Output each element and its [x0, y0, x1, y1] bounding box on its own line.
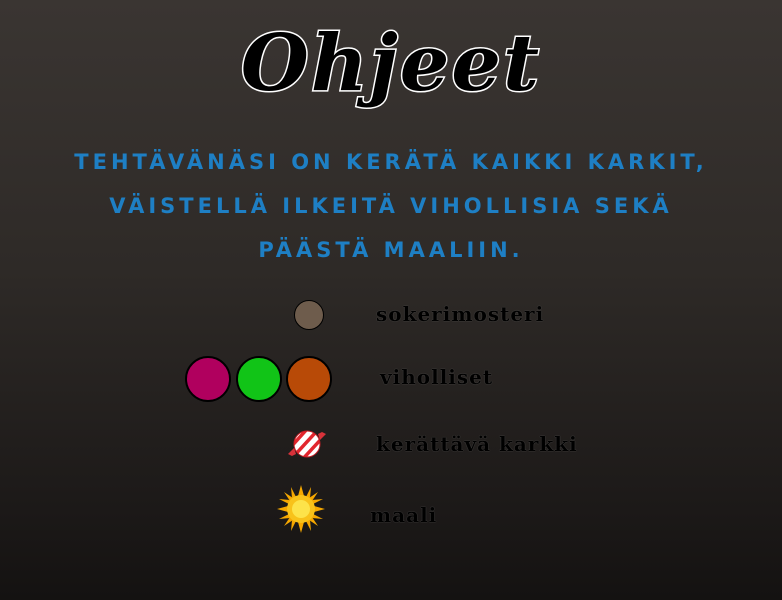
player-label: sokerimosteri [376, 302, 545, 326]
enemy-green-icon [236, 356, 282, 402]
goal-sun-icon [276, 484, 326, 534]
player-icon [294, 300, 324, 330]
instructions-text [20, 140, 762, 272]
enemy-magenta-icon [185, 356, 231, 402]
candy-icon [288, 426, 326, 462]
enemy-orange-icon [286, 356, 332, 402]
enemies-label: viholliset [380, 365, 494, 389]
instructions-line-3: PÄÄSTÄ MAALIIN. [258, 238, 524, 262]
page-title: Ohjeet [240, 18, 542, 109]
goal-label: maali [370, 503, 438, 527]
instructions-line-1: TEHTÄVÄNÄSI ON KERÄTÄ KAIKKI KARKIT, [74, 150, 708, 174]
instructions-line-2: VÄISTELLÄ ILKEITÄ VIHOLLISIA SEKÄ [109, 194, 673, 218]
candy-label: kerättävä karkki [376, 432, 578, 456]
